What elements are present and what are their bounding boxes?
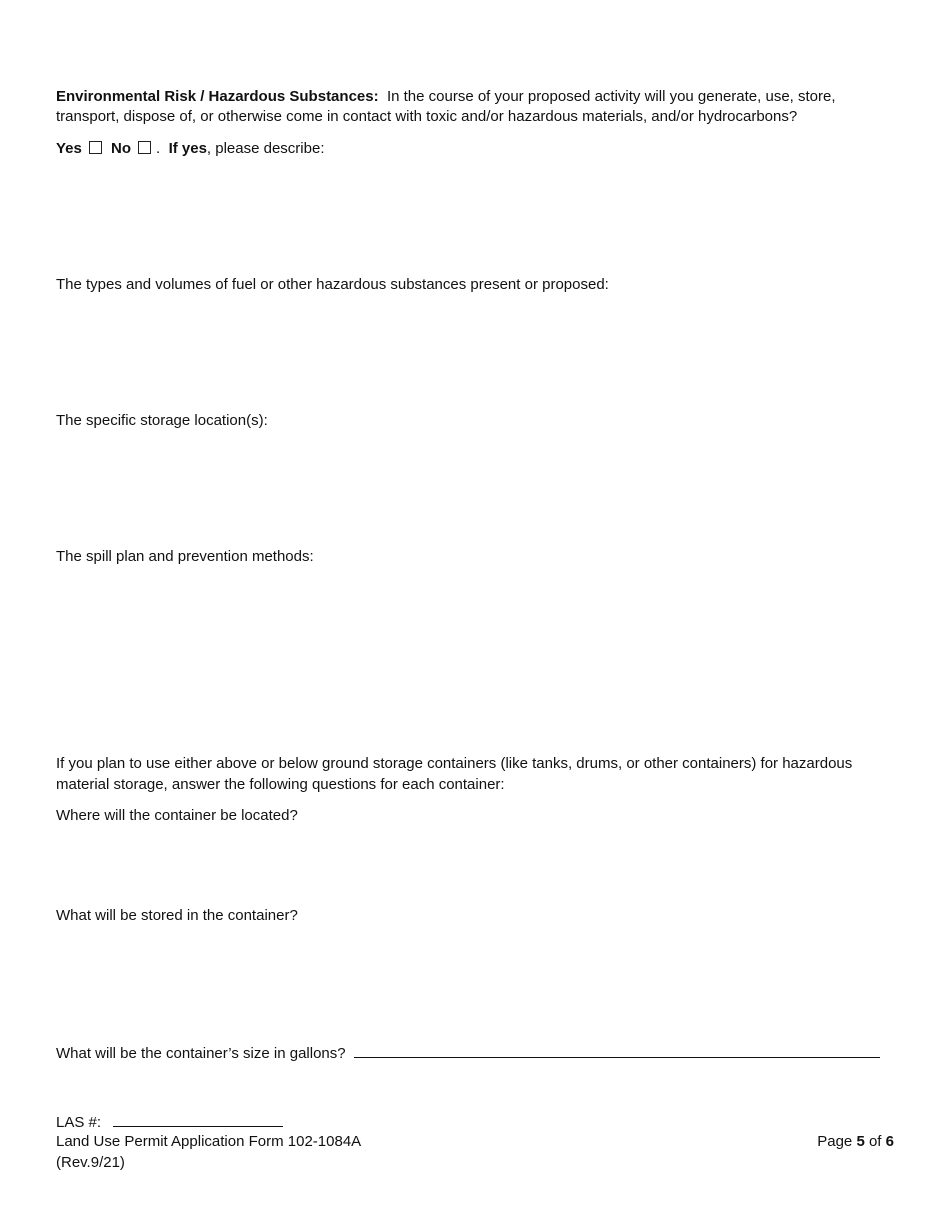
of-word: of [868,1133,882,1150]
storage-location-answer-area[interactable] [56,434,894,544]
container-contents-label: What will be stored in the container? [56,907,298,924]
types-volumes-label: The types and volumes of fuel or other hazardous substances present or proposed: [56,276,609,293]
describe-answer-area[interactable] [56,162,894,272]
yes-checkbox[interactable] [89,141,102,154]
spill-plan-label: The spill plan and prevention methods: [56,548,314,565]
form-revision: (Rev.9/21) [56,1154,125,1171]
container-size-label: What will be the container’s size in gallons? [56,1045,346,1062]
if-yes-label: If yes [168,140,207,157]
no-label: No [111,140,132,157]
types-volumes-answer-area[interactable] [56,298,894,408]
yes-no-row [56,139,325,159]
containers-intro-line2: material storage, answer the following questions for each container: [56,776,505,793]
storage-location-label: The specific storage location(s): [56,412,268,429]
container-size-row [56,1042,880,1064]
page-word: Page [817,1133,853,1150]
las-row [56,1111,283,1133]
yes-label: Yes [56,140,82,157]
container-size-field[interactable] [354,1042,880,1058]
no-checkbox[interactable] [138,141,151,154]
page-indicator [817,1132,894,1152]
container-contents-answer-area[interactable] [56,929,894,1034]
form-name: Land Use Permit Application Form 102-1084A [56,1133,362,1150]
intro-text-line2: transport, dispose of, or otherwise come in contact with toxic and/or hazardous materials, and/or hydrocarbons? [56,108,798,125]
section-heading: Environmental Risk / Hazardous Substances: [56,88,379,105]
period-text: . [156,140,161,157]
las-label: LAS #: [56,1114,102,1131]
page-total: 6 [885,1133,894,1150]
intro-text-line1: In the course of your proposed activity will you generate, use, store, [386,88,836,105]
section-intro-line1 [56,87,836,107]
spill-plan-answer-area[interactable] [56,570,894,750]
container-location-label: Where will the container be located? [56,807,298,824]
las-number-field[interactable] [113,1111,283,1127]
container-location-answer-area[interactable] [56,829,894,899]
containers-intro-line1: If you plan to use either above or below ground storage containers (like tanks, drums, or other containers) for hazardous [56,755,853,772]
page-current: 5 [856,1133,865,1150]
if-yes-rest: , please describe: [206,140,325,157]
